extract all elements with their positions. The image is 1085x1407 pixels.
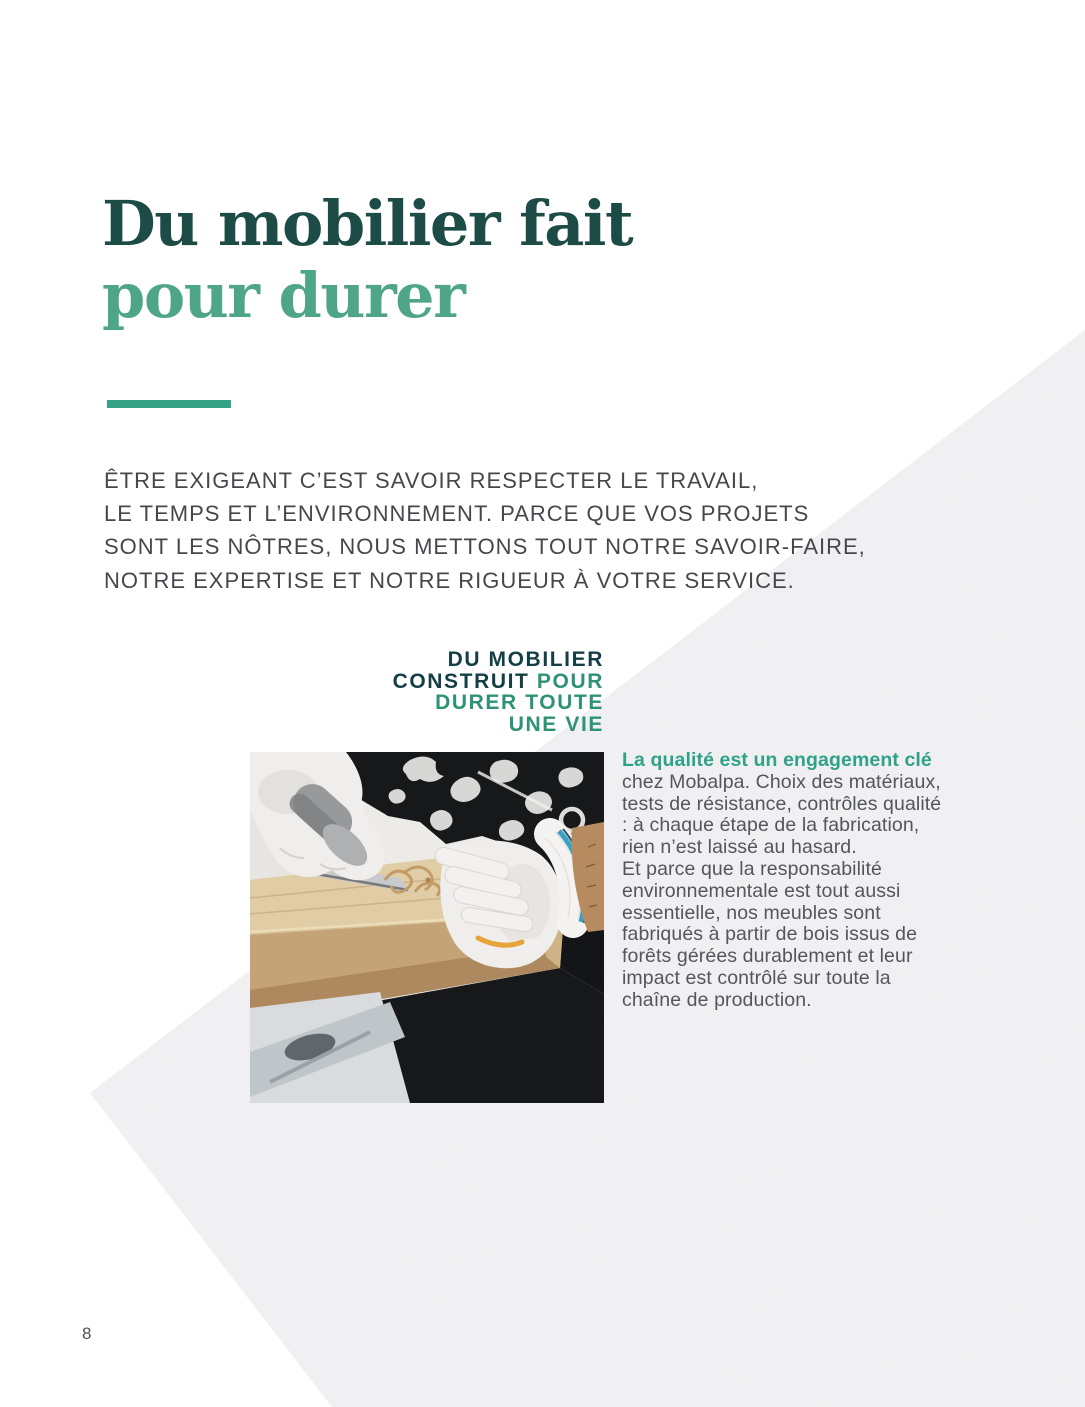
title-line-1: Du mobilier fait (102, 187, 633, 260)
title-line-2: pour durer (102, 259, 465, 332)
woodworking-photo-art (250, 752, 604, 1103)
heading-line-2-dark: CONSTRUIT (392, 669, 537, 693)
paragraph-body-1: chez Mobalpa. Choix des matériaux, tests de résistance, contrôles qualité : à chaque étape de la fabrication, rien n’est laissé au hasard. (622, 770, 942, 859)
intro-line: LE TEMPS ET L’ENVIRONNEMENT. PARCE QUE VOS PROJETS (104, 501, 810, 527)
heading-line-3: DURER TOUTE (435, 691, 604, 715)
page-number: 8 (82, 1324, 92, 1343)
paragraph-lead: La qualité est un engagement clé (622, 749, 932, 771)
intro-line: SONT LES NÔTRES, NOUS METTONS TOUT NOTRE SAVOIR-FAIRE, (104, 534, 866, 560)
heading-line-2 (393, 671, 604, 693)
woodworking-photo (250, 752, 604, 1103)
workshop-machinery (250, 992, 410, 1103)
heading-line-4: UNE VIE (508, 712, 604, 736)
heading-line-2-accent: POUR (536, 669, 604, 693)
section-heading (393, 649, 604, 735)
heading-line-1: DU MOBILIER (447, 648, 604, 671)
paragraph-body-2: Et parce que la responsabilité environnementale est tout aussi essentielle, nos meubles sont fabriqués à partir de bois issus de forêts gérées durablement et leur impact est contrôlé sur toute la chaîne de production. (622, 857, 918, 1011)
intro-line: ÊTRE EXIGEANT C’EST SAVOIR RESPECTER LE TRAVAIL, (104, 468, 759, 493)
page-title (102, 188, 632, 332)
intro-line: NOTRE EXPERTISE ET NOTRE RIGUEUR À VOTRE SERVICE. (104, 567, 795, 593)
intro-paragraph (104, 464, 866, 597)
title-accent-rule (107, 400, 231, 408)
quality-paragraph (622, 750, 952, 1012)
